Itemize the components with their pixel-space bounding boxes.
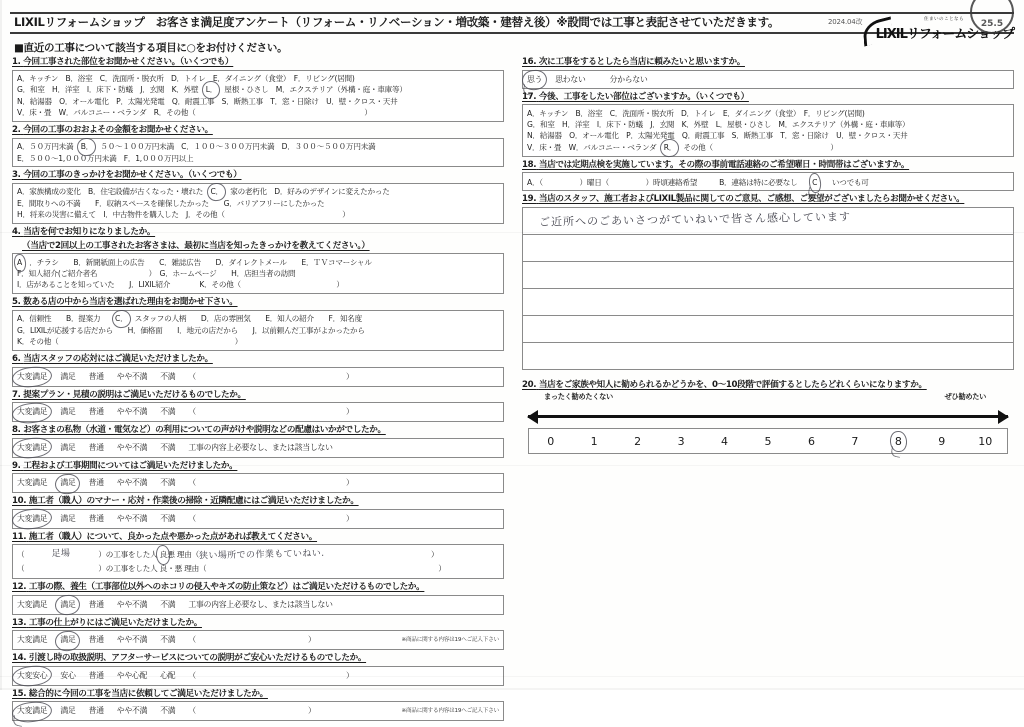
option[interactable]: やや不満 <box>116 371 148 381</box>
comment-line[interactable] <box>523 343 1013 369</box>
question-16-title <box>522 56 1014 68</box>
option-text: N．給湯器 O．オール電化 P．太陽光発電 Q．耐震工事 S．断熱工事 T．窓・日除け U．壁・クロス・天井 <box>527 131 908 141</box>
question-16 <box>522 56 1014 89</box>
option-selected[interactable]: 大変安心 <box>17 670 48 680</box>
nps-cell-6[interactable]: 6 <box>807 434 815 448</box>
option[interactable]: 不満 <box>160 371 176 381</box>
question-20-number: 20. <box>522 379 537 390</box>
question-11-number: 11. <box>12 531 27 542</box>
date-stamp: 25.5 <box>970 0 1014 34</box>
trade-name-input[interactable]: 足場 <box>51 548 71 560</box>
question-17-number: 17. <box>522 91 537 102</box>
selected-answer-q2: B． <box>80 142 94 152</box>
option-line[interactable]: V．床・畳 W．バルコニー・ベランダ R． その他（ ） <box>527 142 838 152</box>
option[interactable]: やや心配 <box>116 670 148 680</box>
option-selected[interactable]: 満足 <box>60 635 76 645</box>
question-8-number: 8. <box>12 425 21 436</box>
question-2-options[interactable] <box>12 138 504 168</box>
nps-labels <box>522 392 1014 403</box>
question-12-title <box>12 581 504 593</box>
question-19-text: 当店のスタッフ、施工者およびLIXIL製品に関してのご意見、ご感想、ご要望がございましたらお聞かせください。 <box>538 194 965 205</box>
option[interactable]: 満足 <box>60 407 76 417</box>
rating-bad[interactable]: 悪 <box>174 564 182 574</box>
question-3 <box>12 169 504 224</box>
option[interactable]: 大変満足 <box>17 599 48 609</box>
option[interactable]: 普通 <box>88 407 104 417</box>
option[interactable]: 普通 <box>88 371 104 381</box>
nps-cell-2[interactable]: 2 <box>634 434 642 448</box>
question-1-title <box>12 56 504 68</box>
rating-good[interactable]: 良 <box>159 564 168 574</box>
comment-line[interactable] <box>523 289 1013 316</box>
option-selected[interactable]: 満足 <box>60 478 76 488</box>
question-7 <box>12 389 504 423</box>
option-text: H．将来の災害に備えて I．中古物件を購入した J．その他（ ） <box>17 210 350 220</box>
question-19-number: 19. <box>522 194 537 205</box>
option[interactable]: やや不満 <box>116 407 148 417</box>
option-na[interactable]: 工事の内容上必要なし、または該当しない <box>188 442 333 452</box>
comment-line[interactable] <box>523 316 1013 343</box>
question-3-title <box>12 169 504 181</box>
option-line[interactable] <box>527 119 1009 130</box>
logo-wordmark: LIXILリフォームショップ <box>875 27 1014 42</box>
option[interactable]: やや不満 <box>116 513 148 523</box>
question-14 <box>12 652 504 686</box>
question-10-text: 施工者（職人）のマナー・応対・作業後の掃除・近隣配慮にはご満足いただけましたか。 <box>28 496 359 507</box>
option-selected[interactable]: 大変満足 <box>17 407 48 417</box>
reason-input[interactable] <box>206 566 438 571</box>
free-text-field[interactable]: （ ） <box>188 513 354 523</box>
question-13-note: ※商品に関する内容は19へご記入下さい <box>401 637 499 644</box>
option[interactable]: 普通 <box>88 635 104 645</box>
option[interactable]: 満足 <box>60 442 76 452</box>
question-17-title <box>522 91 1014 103</box>
option[interactable]: 不満 <box>160 635 176 645</box>
question-20-title <box>522 379 1014 391</box>
option[interactable]: 心配 <box>160 670 176 680</box>
reason-label: 理由（ <box>184 564 207 574</box>
question-3-options[interactable] <box>12 183 504 224</box>
question-10 <box>12 495 504 529</box>
option[interactable]: 大変満足 <box>17 478 48 488</box>
scale-row[interactable] <box>17 370 499 383</box>
reason-input[interactable]: 狭い場所での作業もていねい. <box>198 548 325 562</box>
option[interactable]: 普通 <box>88 442 104 452</box>
nps-cell-4[interactable]: 4 <box>721 434 729 448</box>
question-7-number: 7. <box>12 389 21 400</box>
row-label: ）の工事をした人 <box>98 564 158 574</box>
option[interactable]: 不満 <box>160 599 176 609</box>
question-6-options[interactable] <box>12 367 504 387</box>
question-6-number: 6. <box>12 354 21 365</box>
question-8-options[interactable] <box>12 438 504 458</box>
option[interactable]: 分からない <box>609 74 648 84</box>
question-7-title <box>12 389 504 401</box>
option-line[interactable]: G．和室 H．洋室 I．床下・防蟻 J．玄関 K．外壁 L． 屋根・ひさし M．エクステリア（外構・庭・車庫等） <box>17 85 407 95</box>
option[interactable]: 不満 <box>160 478 176 488</box>
question-1-options[interactable] <box>12 70 504 123</box>
rating-separator: ・ <box>167 564 175 574</box>
option-line[interactable] <box>17 153 499 164</box>
nps-cell-5[interactable]: 5 <box>764 434 772 448</box>
question-6 <box>12 353 504 387</box>
free-text-field[interactable]: （ ） <box>188 635 316 645</box>
question-6-text: 当店スタッフの応対にはご満足いただけましたか。 <box>23 354 213 365</box>
option-line[interactable] <box>17 325 499 336</box>
question-7-text: 提案プラン・見積の説明はご満足いただけるものでしたか。 <box>23 389 246 400</box>
option[interactable]: 不満 <box>160 442 176 452</box>
comment-line[interactable] <box>523 262 1013 289</box>
question-4-options[interactable] <box>12 253 504 294</box>
nps-cell-1[interactable]: 1 <box>590 434 598 448</box>
question-20 <box>522 379 1014 455</box>
question-3-text: 今回の工事のきっかけをお聞かせください。（いくつでも） <box>23 170 242 181</box>
nps-cell-8-selected[interactable] <box>877 435 920 448</box>
left-column <box>12 56 504 723</box>
question-16-options[interactable] <box>522 70 1014 89</box>
question-18-options[interactable] <box>522 172 1014 191</box>
scale-row[interactable] <box>17 512 499 525</box>
paren-open: （ <box>17 564 25 574</box>
option[interactable]: 満足 <box>60 371 76 381</box>
scan-artifact <box>0 232 1024 233</box>
comment-line[interactable] <box>523 235 1013 262</box>
right-column <box>522 56 1014 456</box>
option-line[interactable] <box>17 209 499 220</box>
scale-row[interactable] <box>17 598 499 611</box>
option[interactable]: 普通 <box>88 599 104 609</box>
paren-close: ） <box>431 550 439 560</box>
reason-label: 理由（ <box>176 550 199 560</box>
question-11-title <box>12 531 504 543</box>
option[interactable]: やや不満 <box>116 706 148 716</box>
question-15-number: 15. <box>12 688 27 699</box>
option-selected[interactable]: 大変満足 <box>17 442 48 452</box>
option-line[interactable] <box>527 130 1009 141</box>
question-6-title <box>12 353 504 365</box>
option-line[interactable] <box>17 96 499 107</box>
question-3-number: 3. <box>12 170 21 181</box>
free-text-field[interactable]: （ ） <box>188 407 354 417</box>
free-text-field[interactable]: （ ） <box>188 706 316 716</box>
row-label: ）の工事をした人 <box>98 550 158 560</box>
question-12-number: 12. <box>12 582 27 593</box>
option-line[interactable] <box>527 108 1009 119</box>
question-19-title <box>522 193 1014 205</box>
question-9-number: 9. <box>12 460 21 471</box>
question-1 <box>12 56 504 122</box>
nps-left-label: まったく勧めたくない <box>544 392 613 402</box>
comment-text: ご近所へのごあいさつがていねいで皆さん感心しています <box>538 209 852 229</box>
question-15 <box>12 688 504 722</box>
scale-row[interactable] <box>17 441 499 454</box>
free-text-field[interactable]: （ ） <box>188 670 354 680</box>
option-line[interactable]: A ．チラシ B．新聞紙面上の広告 C．雑誌広告 D．ダイレクトメール E．ＴＶコマーシャル <box>17 257 372 267</box>
trade-entry-row[interactable] <box>17 562 499 576</box>
question-5 <box>12 296 504 351</box>
question-1-number: 1. <box>12 57 21 67</box>
scan-artifact <box>0 676 1024 677</box>
option-selected[interactable]: 大変満足 <box>17 706 48 716</box>
option-text: V．床・畳 W．バルコニー・ベランダ R．その他（ ） <box>17 108 372 118</box>
option-line[interactable]: A．信頼性 B．提案力 C． スタッフの人柄 D．店の雰囲気 E．知人の紹介 F．知名度 <box>17 314 363 324</box>
option-line[interactable] <box>17 198 499 209</box>
form-instruction: ■直近の工事について該当する項目に○をお付けください。 <box>14 42 288 54</box>
question-13-options[interactable] <box>12 630 504 650</box>
option[interactable]: 安心 <box>60 670 76 680</box>
question-20-text: 当店をご家族や知人に勧められるかどうかを、0〜10段階で評価するとしたらどれくらいになりますか。 <box>538 379 927 390</box>
option-line[interactable] <box>17 268 499 279</box>
free-text-field[interactable]: （ ） <box>188 371 354 381</box>
question-1-text: 今回工事された部位をお聞かせください。（いくつでも） <box>23 57 234 67</box>
option[interactable]: 満足 <box>60 513 76 523</box>
option[interactable]: 不満 <box>160 706 176 716</box>
scan-artifact <box>0 465 1024 466</box>
paren-open: （ <box>17 550 25 560</box>
question-18 <box>522 159 1014 192</box>
logo-tagline: 住まいのことなら <box>924 17 964 22</box>
option-line[interactable]: A．５０万円未満 B． ５０〜１００万円未満 C．１００〜３００万円未満 D．３００〜５００万円未満 <box>17 142 376 152</box>
question-4-text: 当店を何でお知りになりましたか。 <box>23 227 156 238</box>
option-selected[interactable]: 思う <box>527 74 543 84</box>
question-4-number: 4. <box>12 227 21 238</box>
question-11-entries[interactable] <box>12 544 504 579</box>
selected-answer-q4: A <box>17 257 22 267</box>
option[interactable]: やや不満 <box>116 599 148 609</box>
option-text: F．知人紹介(ご紹介者名 ） G．ホームページ H．店担当者の訪問 <box>17 269 296 279</box>
question-15-text: 総合的に今回の工事を当店に依頼してご満足いただけましたか。 <box>28 688 268 699</box>
question-19 <box>522 193 1014 370</box>
nps-cell-3[interactable]: 3 <box>677 434 685 448</box>
question-10-number: 10. <box>12 496 27 507</box>
scale-row[interactable] <box>527 73 1009 86</box>
rating-bad[interactable]: 悪 <box>167 550 175 560</box>
question-13-number: 13. <box>12 617 27 628</box>
selected-answer-q18: C <box>812 177 818 187</box>
option[interactable]: 普通 <box>88 670 104 680</box>
question-5-options[interactable] <box>12 310 504 351</box>
scale-row[interactable] <box>17 705 499 718</box>
question-13-title <box>12 617 504 629</box>
nps-arrow-line <box>528 415 1008 418</box>
option[interactable]: 大変満足 <box>17 635 48 645</box>
nps-cell-0[interactable]: 0 <box>547 434 555 448</box>
question-15-options[interactable] <box>12 701 504 721</box>
question-2 <box>12 124 504 167</box>
question-5-number: 5. <box>12 297 21 308</box>
nps-right-label: ぜひ勧めたい <box>944 392 986 402</box>
question-15-title <box>12 688 504 700</box>
question-2-text: 今回の工事のおおよその金額をお聞かせください。 <box>23 125 213 136</box>
question-10-title <box>12 495 504 507</box>
scale-row[interactable] <box>17 406 499 419</box>
option-text: A．キッチン B．浴室 C．洗面所・脱衣所 D．トイレ E．ダイニング（食堂） F．リビング(居間) <box>527 108 865 118</box>
question-2-number: 2. <box>12 125 21 136</box>
selected-answer-q5: C． <box>115 314 128 324</box>
option-text: A．キッチン B．浴室 C．洗面所・脱衣所 D．トイレ E．ダイニング（食堂） F．リビング(居間) <box>17 74 355 83</box>
option[interactable]: やや不満 <box>116 478 148 488</box>
nps-scale[interactable] <box>528 428 1008 454</box>
selected-answer-q3: C． <box>210 187 223 197</box>
option-line[interactable] <box>17 107 499 118</box>
question-13-text: 工事の仕上がりにはご満足いただけましたか。 <box>28 617 202 628</box>
option[interactable]: やや不満 <box>116 442 148 452</box>
option-line[interactable]: A．（ ）曜日（ ）時頃連絡希望 B．連絡は特に必要なし C いつでも可 <box>527 177 869 187</box>
nps-cell-10[interactable]: 10 <box>978 434 993 448</box>
question-4-subtitle: （当店で2回以上の工事されたお客さまは、最初に当店を知ったきっかけを教えてください。） <box>22 240 370 251</box>
paren-close: ） <box>438 564 446 574</box>
question-2-title <box>12 124 504 136</box>
free-text-field[interactable]: （ ） <box>188 478 354 488</box>
option-text: I．店があることを知っていた J．LIXIL紹介 K．その他（ ） <box>17 280 344 290</box>
question-15-note: ※商品に関する内容は19へご記入下さい <box>401 708 499 715</box>
question-17-text: 今後、工事をしたい部位はございますか。（いくつでも） <box>538 91 749 102</box>
option[interactable]: 不満 <box>160 407 176 417</box>
option-selected[interactable]: 大変満足 <box>17 371 48 381</box>
option[interactable]: 普通 <box>88 513 104 523</box>
option-selected[interactable]: 大変満足 <box>17 513 48 523</box>
question-12-text: 工事の際、養生（工事部位以外へのホコリの侵入やキズの防止策など）はご満足いただけるものでしたか。 <box>28 582 425 593</box>
question-5-text: 数ある店の中から当店を選ばれた理由をお聞かせ下さい。 <box>23 297 238 308</box>
question-14-title <box>12 652 504 664</box>
option-text: G．LIXILが応援する店だから H．価格面 I．地元の店だから J．以前頼んだ工事がよかったから <box>17 325 365 335</box>
option-text: E．５００〜1,０００万円未満 F．1,０００万円以上 <box>17 153 194 163</box>
option[interactable]: 思わない <box>555 74 586 84</box>
question-14-number: 14. <box>12 653 27 664</box>
question-14-text: 引渡し時の取扱説明、アフターサービスについての説明がご安心いただけるものでしたか。 <box>28 653 367 664</box>
option-text: K．その他（ ） <box>17 337 243 347</box>
question-8-title <box>12 424 504 436</box>
scale-row[interactable] <box>17 477 499 490</box>
selected-answer-q1: L． <box>205 85 218 95</box>
question-11-text: 施工者（職人）について、良かった点や悪かった点があれば教えてください。 <box>28 531 318 542</box>
question-17-options[interactable] <box>522 104 1014 157</box>
question-9-text: 工程および工事期間についてはご満足いただけましたか。 <box>23 460 238 471</box>
nps-selected-value: 8 <box>894 434 902 448</box>
option[interactable]: 不満 <box>160 513 176 523</box>
question-13 <box>12 617 504 651</box>
question-10-options[interactable] <box>12 509 504 529</box>
question-9-options[interactable] <box>12 473 504 493</box>
scale-row[interactable] <box>17 634 499 647</box>
question-12-options[interactable] <box>12 595 504 615</box>
option-line[interactable] <box>17 279 499 290</box>
trade-entry-row[interactable] <box>17 548 499 562</box>
option-line[interactable] <box>17 73 499 84</box>
option[interactable]: 普通 <box>88 706 104 716</box>
option-text: N．給湯器 O．オール電化 P．太陽光発電 Q．耐震工事 S．断熱工事 T．窓・日除け U．壁・クロス・天井 <box>17 96 398 106</box>
nps-arrow <box>528 410 1008 426</box>
lixil-logo <box>870 6 1020 40</box>
question-8-text: お客さまの私物（水道・電気など）の利用についての声がけや説明などの配慮はいかがでしたか。 <box>23 425 386 436</box>
question-17 <box>522 91 1014 157</box>
question-5-title <box>12 296 504 308</box>
revision-date: 2024.04改 <box>828 18 863 26</box>
question-11 <box>12 531 504 580</box>
selected-answer-q17: R． <box>663 142 677 152</box>
question-8 <box>12 424 504 458</box>
rating-good-selected[interactable]: 良 <box>159 550 168 560</box>
trade-name-input[interactable] <box>24 568 98 570</box>
option-na[interactable]: 工事の内容上必要なし、または該当しない <box>188 599 333 609</box>
question-18-number: 18. <box>522 159 537 170</box>
question-4 <box>12 226 504 294</box>
option-line[interactable]: A．家族構成の変化 B．住宅設備が古くなった・壊れた C． 家の老朽化 D．好みのデザインに変えたかった <box>17 187 390 197</box>
option-selected[interactable]: 満足 <box>60 599 76 609</box>
option-text: G．和室 H．洋室 I．床下・防蟻 J．玄関 K．外壁 L．屋根・ひさし M．エクステリア（外構・庭・車庫等） <box>527 119 910 129</box>
question-18-title <box>522 159 1014 171</box>
question-7-options[interactable] <box>12 402 504 422</box>
comment-line[interactable] <box>523 208 1013 235</box>
nps-cell-9[interactable]: 9 <box>938 434 946 448</box>
option[interactable]: やや不満 <box>116 635 148 645</box>
option-text: E．間取りへの不満 F．収納スペースを確保したかった G．バリアフリーにしたかった <box>17 198 325 208</box>
option[interactable]: 満足 <box>60 706 76 716</box>
option[interactable]: 普通 <box>88 478 104 488</box>
question-18-text: 当店では定期点検を実施しています。その際の事前電話連絡のご希望曜日・時間帯はございますか。 <box>538 159 910 170</box>
page-title: LIXILリフォームショップ お客さま満足度アンケート（リフォーム・リノベーション・増改築・建替え後）※設問では工事と表記させていただきます。 <box>14 15 780 29</box>
nps-cell-7[interactable]: 7 <box>851 434 859 448</box>
question-16-number: 16. <box>522 57 537 67</box>
question-16-text: 次に工事をするとしたら当店に頼みたいと思いますか。 <box>538 57 745 67</box>
option-line[interactable] <box>17 336 499 347</box>
question-12 <box>12 581 504 615</box>
